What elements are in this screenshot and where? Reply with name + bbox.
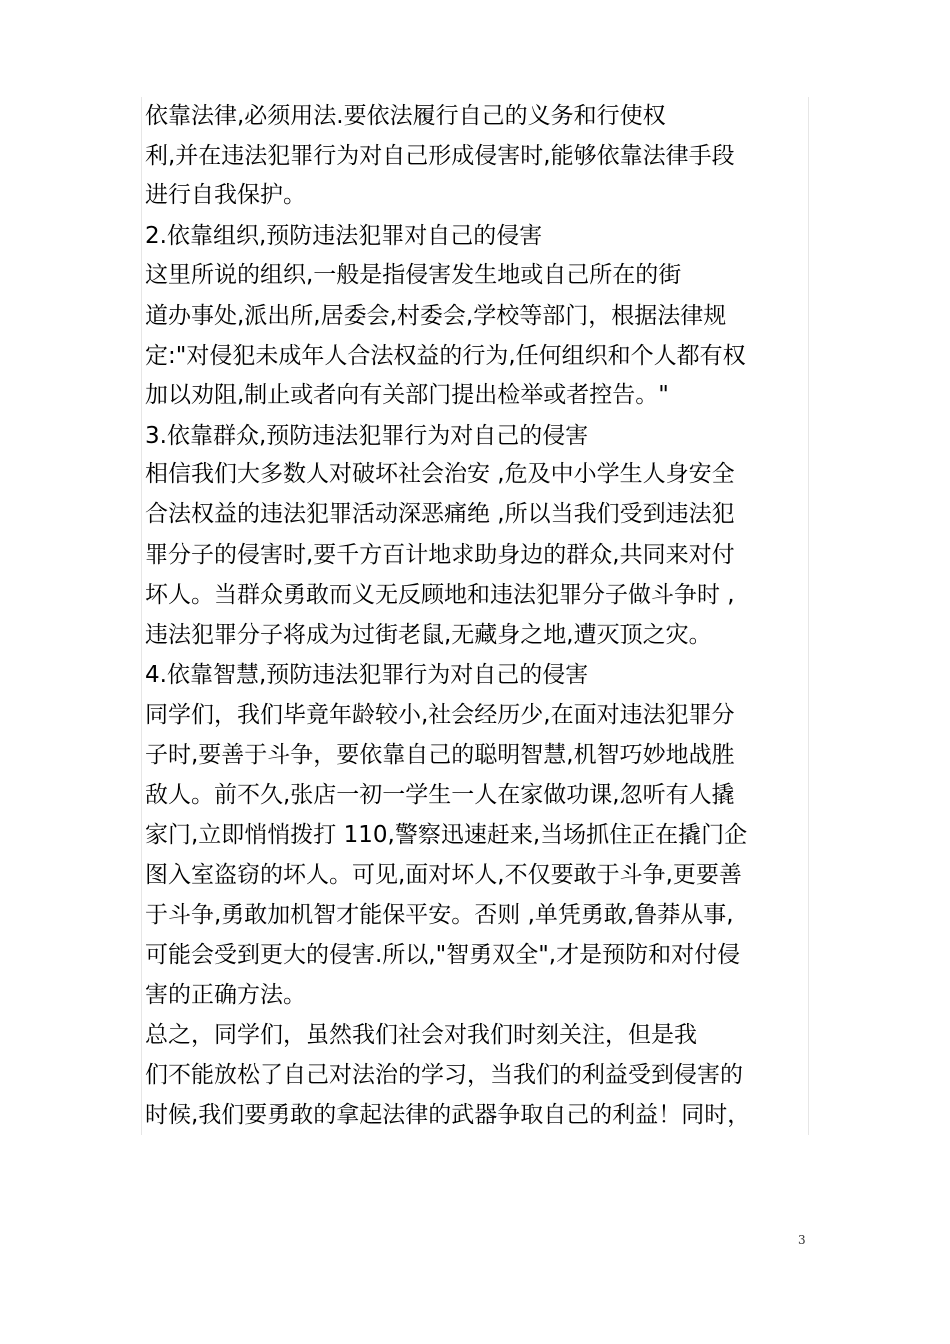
text-line: 总之，同学们，虽然我们社会对我们时刻关注，但是我 xyxy=(145,1022,697,1048)
text-line: 罪分子的侵害时,要千方百计地求助身边的群众,共同来对付 xyxy=(145,542,735,568)
text-line: 于斗争,勇敢加机智才能保平安。否则 ,单凭勇敢,鲁莽从事, xyxy=(145,902,734,928)
text-line: 们不能放松了自己对法治的学习，当我们的利益受到侵害的 xyxy=(145,1062,743,1088)
text-line: 同学们，我们毕竟年龄较小,社会经历少,在面对违法犯罪分 xyxy=(145,702,735,728)
text-line: 子时,要善于斗争，要依靠自己的聪明智慧,机智巧妙地战胜 xyxy=(145,742,735,768)
text-line: 图入室盗窃的坏人。可见,面对坏人,不仅要敢于斗争,更要善 xyxy=(145,862,742,888)
text-line: 相信我们大多数人对破坏社会治安 ,危及中小学生人身安全 xyxy=(145,461,735,487)
section-heading: 3.依靠群众,预防违法犯罪行为对自己的侵害 xyxy=(145,423,589,449)
page-number: 3 xyxy=(798,1233,806,1247)
section-heading: 2.依靠组织,预防违法犯罪对自己的侵害 xyxy=(145,223,543,249)
text-line: 可能会受到更大的侵害.所以,"智勇双全",才是预防和对付侵 xyxy=(145,942,741,968)
text-line: 家门,立即悄悄拨打 110,警察迅速赶来,当场抓住正在撬门企 xyxy=(145,822,748,848)
text-line: 这里所说的组织,一般是指侵害发生地或自己所在的街 xyxy=(145,262,682,288)
section-heading: 4.依靠智慧,预防违法犯罪行为对自己的侵害 xyxy=(145,662,589,688)
text-line: 依靠法律,必须用法.要依法履行自己的义务和行使权 xyxy=(145,103,666,129)
text-line: 敌人。前不久,张店一初一学生一人在家做功课,忽听有人撬 xyxy=(145,782,735,808)
text-line: 害的正确方法。 xyxy=(145,982,306,1008)
text-line: 定:"对侵犯未成年人合法权益的行为,任何组织和个人都有权 xyxy=(145,343,746,369)
text-line: 合法权益的违法犯罪活动深恶痛绝 ,所以当我们受到违法犯 xyxy=(145,501,735,527)
text-line: 加以劝阻,制止或者向有关部门提出检举或者控告。" xyxy=(145,382,669,408)
text-line: 道办事处,派出所,居委会,村委会,学校等部门，根据法律规 xyxy=(145,303,727,329)
text-line: 时候,我们要勇敢的拿起法律的武器争取自己的利益！同时， xyxy=(145,1102,751,1128)
text-line: 坏人。当群众勇敢而义无反顾地和违法犯罪分子做斗争时 , xyxy=(145,582,735,608)
text-line: 进行自我保护。 xyxy=(145,182,306,208)
text-line: 利,并在违法犯罪行为对自己形成侵害时,能够依靠法律手段 xyxy=(145,143,735,169)
text-line: 违法犯罪分子将成为过街老鼠,无藏身之地,遭灭顶之灾。 xyxy=(145,622,712,648)
